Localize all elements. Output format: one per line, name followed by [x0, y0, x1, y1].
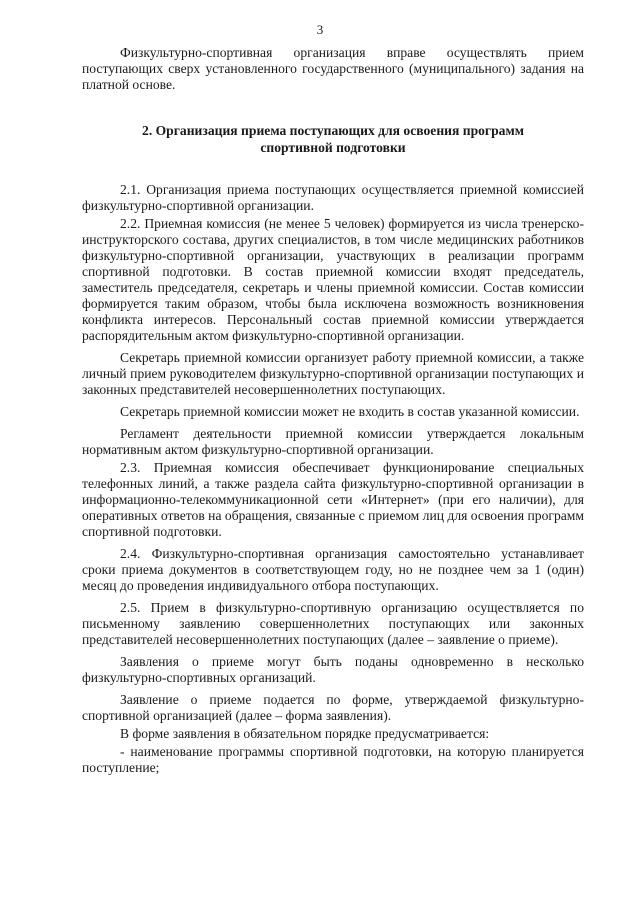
list-item-program-name: - наименование программы спортивной подготовки, на которую планируется поступление;	[82, 744, 584, 775]
paragraph-2-1: 2.1. Организация приема поступающих осуществляется приемной комиссией физкультурно-спортивной организации.	[82, 182, 584, 213]
paragraph-regulation: Регламент деятельности приемной комиссии утверждается локальным нормативным актом физкультурно-спортивной организации.	[82, 426, 584, 457]
paragraph-2-2: 2.2. Приемная комиссия (не менее 5 человек) формируется из числа тренерско-инструкторского состава, других специалистов, в том числе медицинских работников физкультурно-спортивной организации, участвующих в реализации программ спортивной подготовки. В состав приемной комиссии входят председатель, заместитель председателя, секретарь и члены приемной комиссии. Состав комиссии формируется таким образом, чтобы была исключена возможность возникновения конфликта интересов. Персональный состав приемной комиссии утверждается распорядительным актом физкультурно-спортивной организации.	[82, 216, 584, 343]
intro-paragraph: Физкультурно-спортивная организация вправе осуществлять прием поступающих сверх установленного государственного (муниципального) задания на платной основе.	[82, 45, 584, 92]
document-body	[82, 45, 584, 776]
paragraph-2-3: 2.3. Приемная комиссия обеспечивает функционирование специальных телефонных линий, а также раздела сайта физкультурно-спортивной организации в информационно-телекоммуникационной сети «Интернет» (при его наличии), для оперативных ответов на обращения, связанные с приемом лиц для освоения программ спортивной подготовки.	[82, 460, 584, 539]
paragraph-secretary-duties: Секретарь приемной комиссии организует работу приемной комиссии, а также личный прием руководителем физкультурно-спортивной организации поступающих и законных представителей несовершеннолетних поступающих.	[82, 350, 584, 397]
paragraph-secretary-membership: Секретарь приемной комиссии может не входить в состав указанной комиссии.	[120, 404, 580, 419]
paragraph-form-requirements: В форме заявления в обязательном порядке предусматривается:	[120, 726, 490, 741]
paragraph-2-4: 2.4. Физкультурно-спортивная организация самостоятельно устанавливает сроки приема документов в соответствующем году, но не позднее чем за 1 (один) месяц до проведения индивидуального отбора поступающих.	[82, 546, 584, 593]
paragraph-multiple-applications: Заявления о приеме могут быть поданы одновременно в несколько физкультурно-спортивных организаций.	[82, 654, 584, 685]
section-title: 2. Организация приема поступающих для освоения программ спортивной подготовки	[142, 123, 524, 155]
paragraph-application-form: Заявление о приеме подается по форме, утверждаемой физкультурно-спортивной организацией (далее – форма заявления).	[82, 692, 584, 723]
paragraph-2-5: 2.5. Прием в физкультурно-спортивную организацию осуществляется по письменному заявлению совершеннолетних поступающих или законных представителей несовершеннолетних поступающих (далее – заявление о приеме).	[82, 600, 584, 647]
page-number: 3	[316, 22, 324, 37]
